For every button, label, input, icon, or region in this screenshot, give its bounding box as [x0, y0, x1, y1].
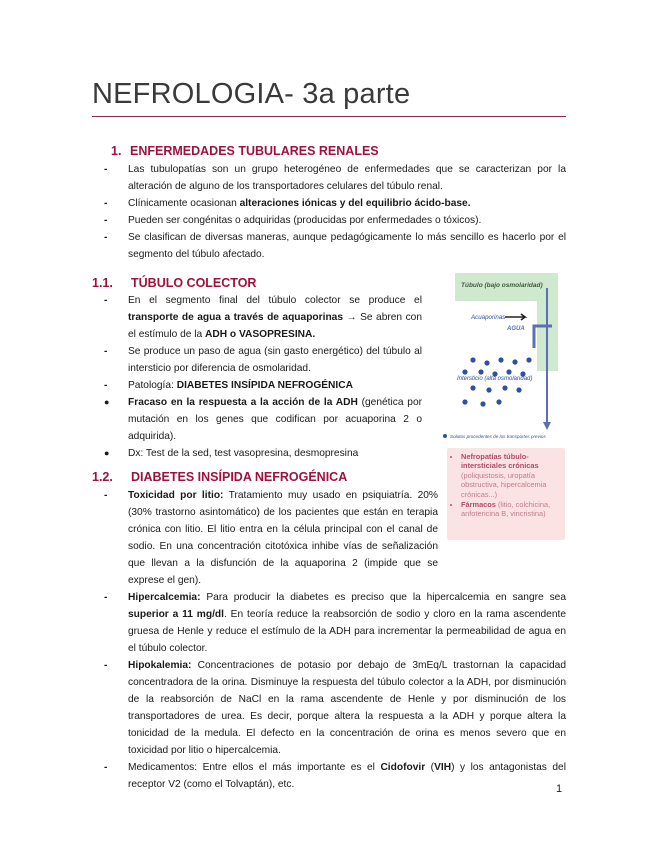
list-item: - Toxicidad por litio: Tratamiento muy usado en psiquiatría. 20% (30% trastorno asintomático) de los pacientes que están en terapia crónica con litio. El litio entra en la célula principal con el canal de sodio. En una concentración citotóxica inhibe vías de señalización que llevan a la disfunción de la aquaporina 2 (impide que se exprese el gen).	[104, 490, 438, 586]
list-item: - Medicamentos: Entre ellos el más importante es el Cidofovir (VIH) y los antagonistas del receptor V2 (como el Tolvaptán), etc.	[104, 762, 566, 790]
list-item: - Hipokalemia: Concentraciones de potasio por debajo de 3mEq/L trastornan la capacidad concentradora de la orina. Disminuye la respuesta del túbulo colector a la ADH, por disminución de la reabsorción de NaCl en la rama ascendente de Henle y por disminución de los transportadores de urea. Es decir, porque altera la respuesta a la ADH y porque altera la tonicidad de la medula. El defecto en la concentración de orina es menos severo que en toxicidad por litio o hipercalcemia.	[104, 660, 566, 756]
list-item: - Se produce un paso de agua (sin gasto energético) del túbulo al intersticio por diferencia de osmolaridad.	[104, 346, 422, 374]
section-title: DIABETES INSÍPIDA NEFROGÉNICA	[131, 470, 348, 484]
section-1-list	[104, 161, 566, 263]
list-item: - En el segmento final del túbulo colector se produce el transporte de agua a través de aquaporinas → Se abren con el estímulo de la ADH o VASOPRESINA.	[104, 295, 422, 340]
section-number: 1.1.	[92, 276, 113, 290]
water-label: AGUA	[507, 326, 525, 332]
section-title: TÚBULO COLECTOR	[131, 276, 257, 290]
section-title: ENFERMEDADES TUBULARES RENALES	[130, 144, 379, 158]
section-1-1-list	[104, 292, 423, 462]
page-number: 1	[556, 783, 563, 795]
list-item: - Las tubulopatías son un grupo heterogéneo de enfermedades que se caracterizan por la alteración de alguno de los transportadores celulares del túbulo renal.	[104, 164, 566, 192]
interstitium-label: Intersticio (alta osmolaridad)	[457, 376, 533, 382]
nephropathy-callout	[447, 448, 565, 540]
solute-dots	[462, 357, 531, 406]
downward-arrowhead	[543, 422, 551, 430]
section-heading-1-2	[92, 470, 348, 484]
title-rule	[92, 116, 566, 117]
tubule-label: Túbulo (bajo osmolaridad)	[461, 282, 543, 289]
callout-item: • Nefropatías túbulo-intersticiales crónicas (poliquistosis, uropatía obstructiva, hipercalcemia crónicas...)	[461, 452, 565, 499]
list-item: ● Dx: Test de la sed, test vasopresina, desmopresina	[104, 448, 359, 459]
solutes-label: Solutos procedentes de los transportes previos	[450, 434, 546, 439]
page-title: NEFROLOGIA- 3a parte	[92, 78, 411, 110]
aquaporin-arrow	[505, 314, 525, 320]
section-heading-1	[111, 144, 379, 158]
section-number: 1.	[111, 144, 122, 158]
list-item: - Hipercalcemia: Para producir la diabetes es preciso que la hipercalcemia en sangre sea superior a 11 mg/dl. En teoría reduce la reabsorción de sodio y cloro en la rama ascendente gruesa de Henle y reduce el estímulo de la ADH para incrementar la permeabilidad de agua en el túbulo colector.	[104, 592, 566, 654]
collecting-tubule-figure	[443, 268, 570, 448]
list-item: - Pueden ser congénitas o adquiridas (producidas por enfermedades o tóxicos).	[104, 215, 482, 226]
list-item: ● Fracaso en la respuesta a la acción de la ADH (genética por mutación en los genes que codifican por acuaporina 2 o adquirida).	[104, 397, 423, 442]
section-number: 1.2.	[92, 470, 113, 484]
list-item: - Patología: DIABETES INSÍPIDA NEFROGÉNICA	[104, 380, 353, 391]
legend-dot	[443, 434, 447, 438]
aquaporin-label: Acuaporinas	[471, 314, 506, 321]
list-item: - Clínicamente ocasionan alteraciones iónicas y del equilibrio ácido-base.	[104, 198, 471, 209]
section-heading-1-1	[92, 276, 257, 290]
callout-item: • Fármacos (litio, colchicina, anfotericina B, vincristina)	[461, 500, 565, 519]
list-item: - Se clasifican de diversas maneras, aunque pedagógicamente lo más sencillo es hacerlo por el segmento del túbulo afectado.	[104, 232, 566, 260]
